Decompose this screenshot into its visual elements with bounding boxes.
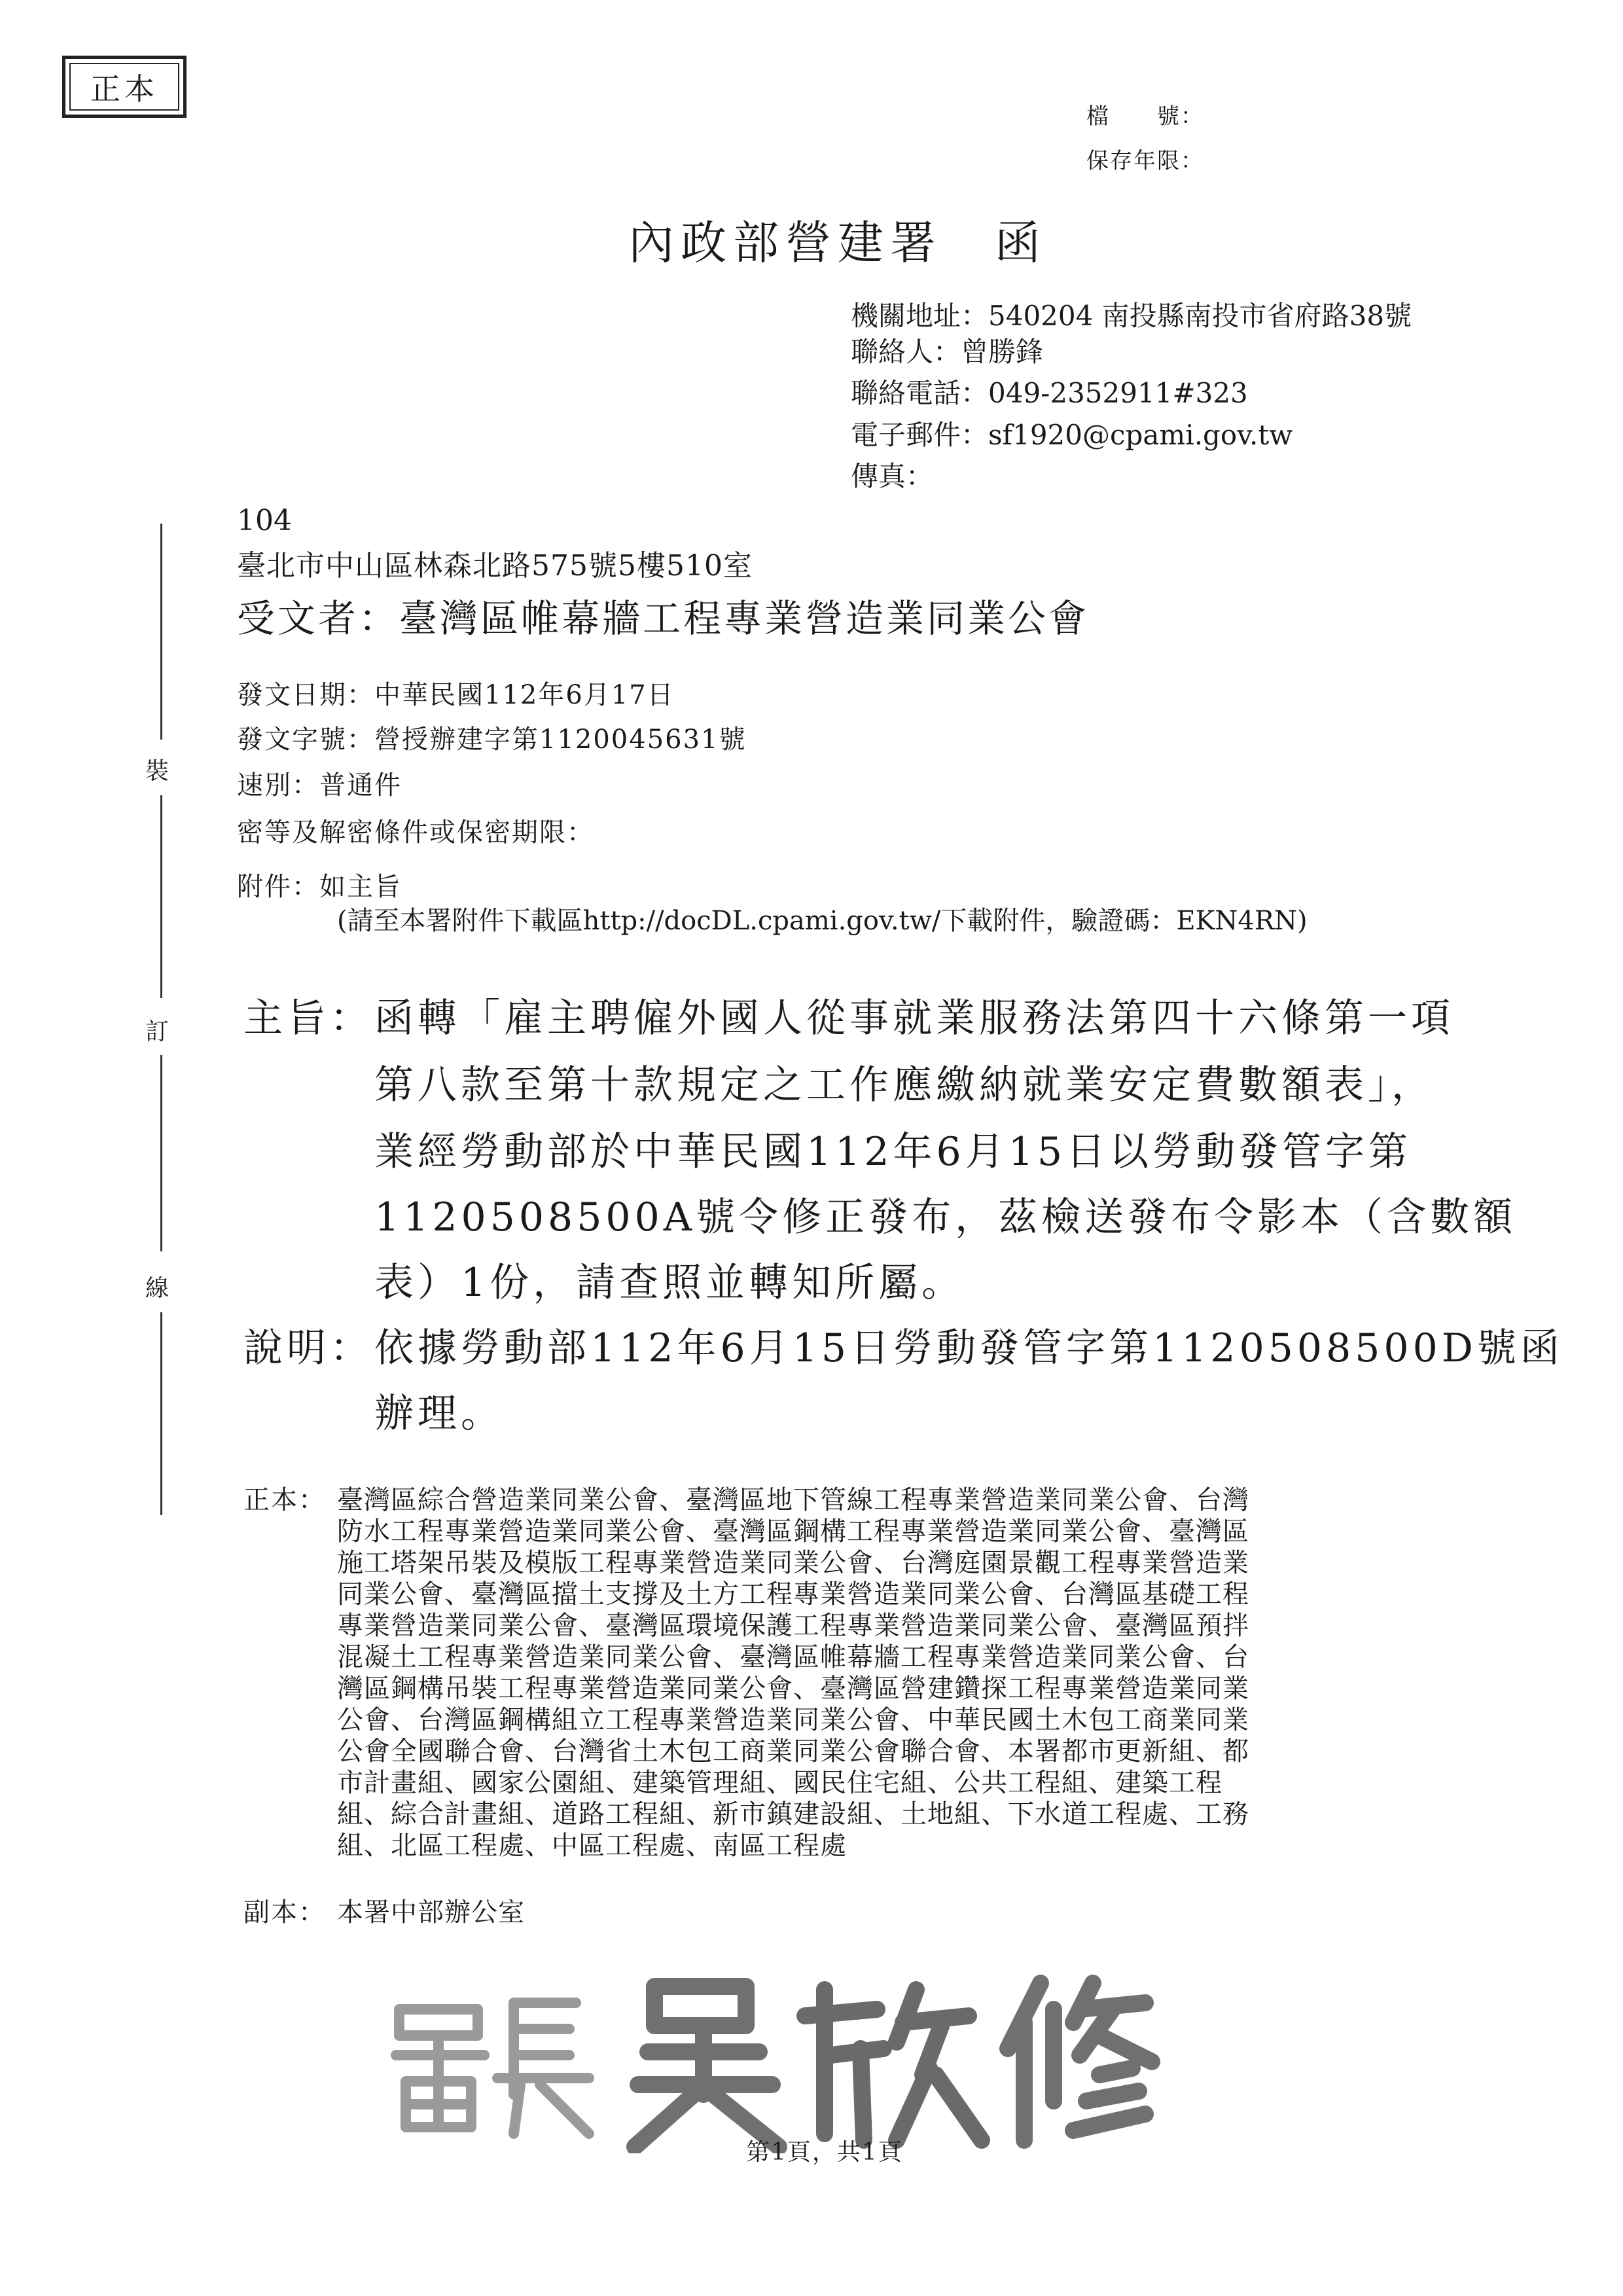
cc-original-line: 防水工程專業營造業同業公會、臺灣區鋼構工程專業營造業同業公會、臺灣區 [337,1516,1249,1547]
explanation-line: 辦理。 [374,1391,504,1437]
explanation-label: 說明： [243,1325,373,1371]
binding-margin-line [160,795,162,998]
contact-person: 聯絡人：曾勝鋒 [851,336,1044,368]
retention-period-label: 保存年限： [1086,148,1204,174]
binding-char: 裝 [145,758,169,785]
recipient: 受文者：臺灣區帷幕牆工程專業營造業同業公會 [237,596,1090,641]
secrecy-level: 密等及解密條件或保密期限： [237,817,594,848]
binding-margin-line [160,1055,162,1251]
file-number-label: 檔 號： [1086,103,1204,130]
cc-original-line: 同業公會、臺灣區擋土支撐及土方工程專業營造業同業公會、台灣區基礎工程 [337,1579,1249,1609]
cc-original-line: 專業營造業同業公會、臺灣區環境保護工程專業營造業同業公會、臺灣區預拌 [337,1611,1249,1641]
subject-line: 1120508500A號令修正發布，茲檢送發布令影本（含數額 [374,1194,1517,1240]
attachment-download-note: (請至本署附件下載區http://docDL.cpami.gov.tw/下載附件，驗證碼：EKN4RN) [337,906,1308,936]
cc-original-line: 施工塔架吊裝及模版工程專業營造業同業公會、台灣庭園景觀工程專業營造業 [337,1548,1249,1578]
cc-original-line: 公會全國聯合會、台灣省土木包工商業同業公會聯合會、本署都市更新組、都 [337,1736,1249,1767]
subject-line: 業經勞動部於中華民國112年6月15日以勞動發管字第 [374,1129,1412,1175]
explanation-line: 依據勞動部112年6月15日勞動發管字第1120508500D號函 [374,1325,1563,1371]
cc-original-line: 組、北區工程處、中區工程處、南區工程處 [337,1831,847,1861]
binding-char: 線 [145,1275,169,1302]
subject-label: 主旨： [243,996,373,1041]
contact-email: 電子郵件：sf1920@cpami.gov.tw [851,419,1293,451]
recipient-address: 臺北市中山區林森北路575號5樓510室 [237,549,753,583]
cc-original-line: 組、綜合計畫組、道路工程組、新市鎮建設組、土地組、下水道工程處、工務 [337,1799,1249,1829]
cc-original-line: 公會、台灣區鋼構組立工程專業營造業同業公會、中華民國土木包工商業同業 [337,1705,1249,1735]
contact-fax: 傳真： [851,460,934,492]
subject-line: 函轉「雇主聘僱外國人從事就業服務法第四十六條第一項 [374,996,1454,1041]
document-title: 內政部營建署 函 [628,216,1047,270]
cc-original-line: 臺灣區綜合營造業同業公會、臺灣區地下管線工程專業營造業同業公會、台灣 [337,1485,1249,1515]
attachment: 附件：如主旨 [237,872,402,902]
cc-original-line: 混凝土工程專業營造業同業公會、臺灣區帷幕牆工程專業營造業同業公會、台 [337,1642,1249,1672]
issue-date: 發文日期：中華民國112年6月17日 [237,680,675,710]
cc-copy-label: 副本： [243,1897,326,1928]
cc-original-label: 正本： [243,1485,326,1515]
recipient-postcode: 104 [237,504,292,537]
binding-margin-line [160,1312,162,1515]
binding-char: 訂 [145,1018,169,1045]
cc-copy-recipient: 本署中部辦公室 [337,1897,525,1928]
document-number: 發文字號：營授辦建字第1120045631號 [237,725,747,755]
page-number: 第1頁，共1頁 [746,2139,903,2166]
contact-phone: 聯絡電話：049-2352911#323 [851,377,1248,409]
director-signature-seal [380,1964,1165,2153]
delivery-speed: 速別：普通件 [237,770,402,800]
binding-margin-line [160,524,162,740]
original-copy-stamp: 正本 [62,56,187,118]
agency-address: 機關地址：540204 南投縣南投市省府路38號 [851,300,1412,332]
cc-original-line: 市計畫組、國家公園組、建築管理組、國民住宅組、公共工程組、建築工程 [337,1768,1222,1798]
subject-line: 表）1份，請查照並轉知所屬。 [374,1260,965,1306]
subject-line: 第八款至第十款規定之工作應繳納就業安定費數額表」， [374,1062,1435,1108]
cc-original-line: 灣區鋼構吊裝工程專業營造業同業公會、臺灣區營建鑽探工程專業營造業同業 [337,1674,1249,1704]
